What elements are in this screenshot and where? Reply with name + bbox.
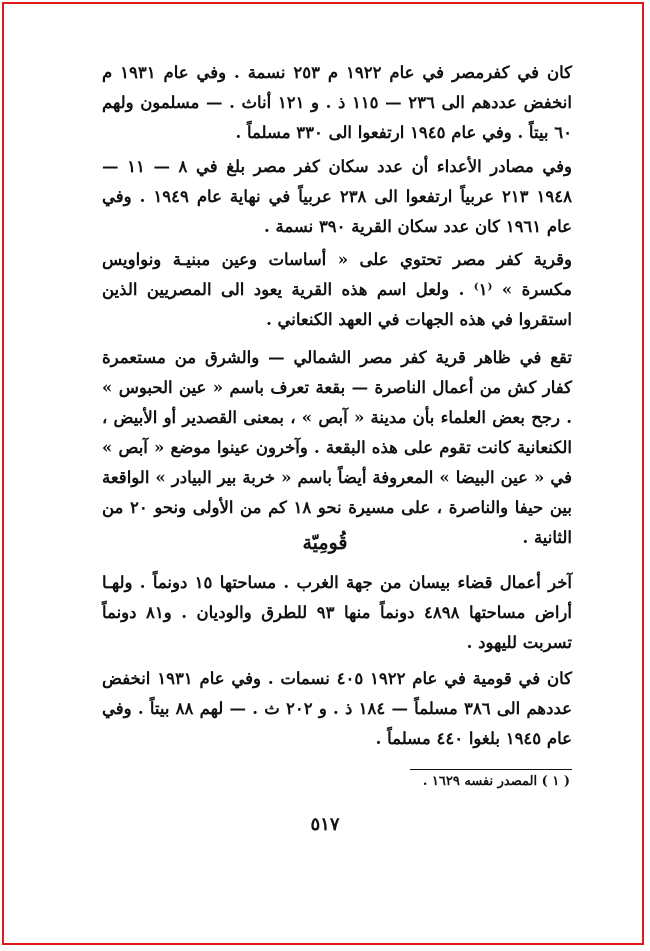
footnote-divider xyxy=(410,769,572,770)
paragraph-kafr-misr-population xyxy=(102,58,572,148)
paragraph-text: آخر أعمال قضاء بيسان من جهة الغرب . مساحتها ١٥ دونماً . ولهـا أراض مساحتها ٤٨٩٨ دونماً منها ٩٣ للطرق والوديان . و٨١ دونماً تسربت لليهود . xyxy=(102,573,572,652)
paragraph-ain-al-habus xyxy=(102,343,572,553)
paragraph-text: تقع في ظاهر قرية كفر مصر الشمالي — والشرق من مستعمرة كفار كش من أعمال الناصرة — بقعة تعرف باسم « عين الحبوس » . رجح بعض العلماء بأن مدينة « آبص » ، بمعنى القصدير أو الأبيض ، الكنعانية كانت تقوم على هذه البقعة . وآخرون عينوا موضع « آبص » في « عين البيضا » المعروفة أيضاً باسم « خربة بير البيادر » الواقعة بين حيفا والناصرة ، على مسيرة نحو ١٨ كم من الأولى ونحو ٢٠ من الثانية . xyxy=(102,348,572,547)
section-heading: قُومِيّة xyxy=(302,532,348,554)
paragraph-text: كان في كفرمصر في عام ١٩٢٢ م ٢٥٣ نسمة . وفي عام ١٩٣١ م انخفض عددهم الى ٢٣٦ — ١١٥ ذ . و ١٢١ أناث . — مسلمون ولهم ٦٠ بيتاً . وفي عام ١٩٤٥ ارتفعوا الى ٣٣٠ مسلماً . xyxy=(102,63,572,142)
footnote: ( ١ ) المصدر نفسه ١٦٢٩ . xyxy=(422,774,570,789)
paragraph-text: كان في قومية في عام ١٩٢٢ ٤٠٥ نسمات . وفي عام ١٩٣١ انخفض عددهم الى ٣٨٦ مسلماً — ١٨٤ ذ . و ٢٠٢ ث . — لهم ٨٨ بيتاً . وفي عام ١٩٤٥ بلغوا ٤٤٠ مسلماً . xyxy=(102,669,573,748)
paragraph-enemy-sources xyxy=(102,152,572,242)
page-number: ٥١٧ xyxy=(310,814,340,835)
paragraph-village-remains xyxy=(102,245,572,335)
paragraph-qumiya-population xyxy=(102,664,572,754)
paragraph-text: وقرية كفر مصر تحتوي على « أساسات وعين مبنيـة ونواويس مكسرة » ⁽١⁾ . ولعل اسم هذه القرية يعود الى المصريين الذين استقروا في هذه الجهات في العهد الكنعاني . xyxy=(102,250,572,329)
paragraph-text: وفي مصادر الأعداء أن عدد سكان كفر مصر بلغ في ٨ — ١١ — ١٩٤٨ ٢١٣ عربياً ارتفعوا الى ٢٣٨ عربياً في نهاية عام ١٩٤٩ . وفي عام ١٩٦١ كان عدد سكان القرية ٣٩٠ نسمة . xyxy=(102,157,572,236)
paragraph-qumiya-area xyxy=(102,568,572,658)
